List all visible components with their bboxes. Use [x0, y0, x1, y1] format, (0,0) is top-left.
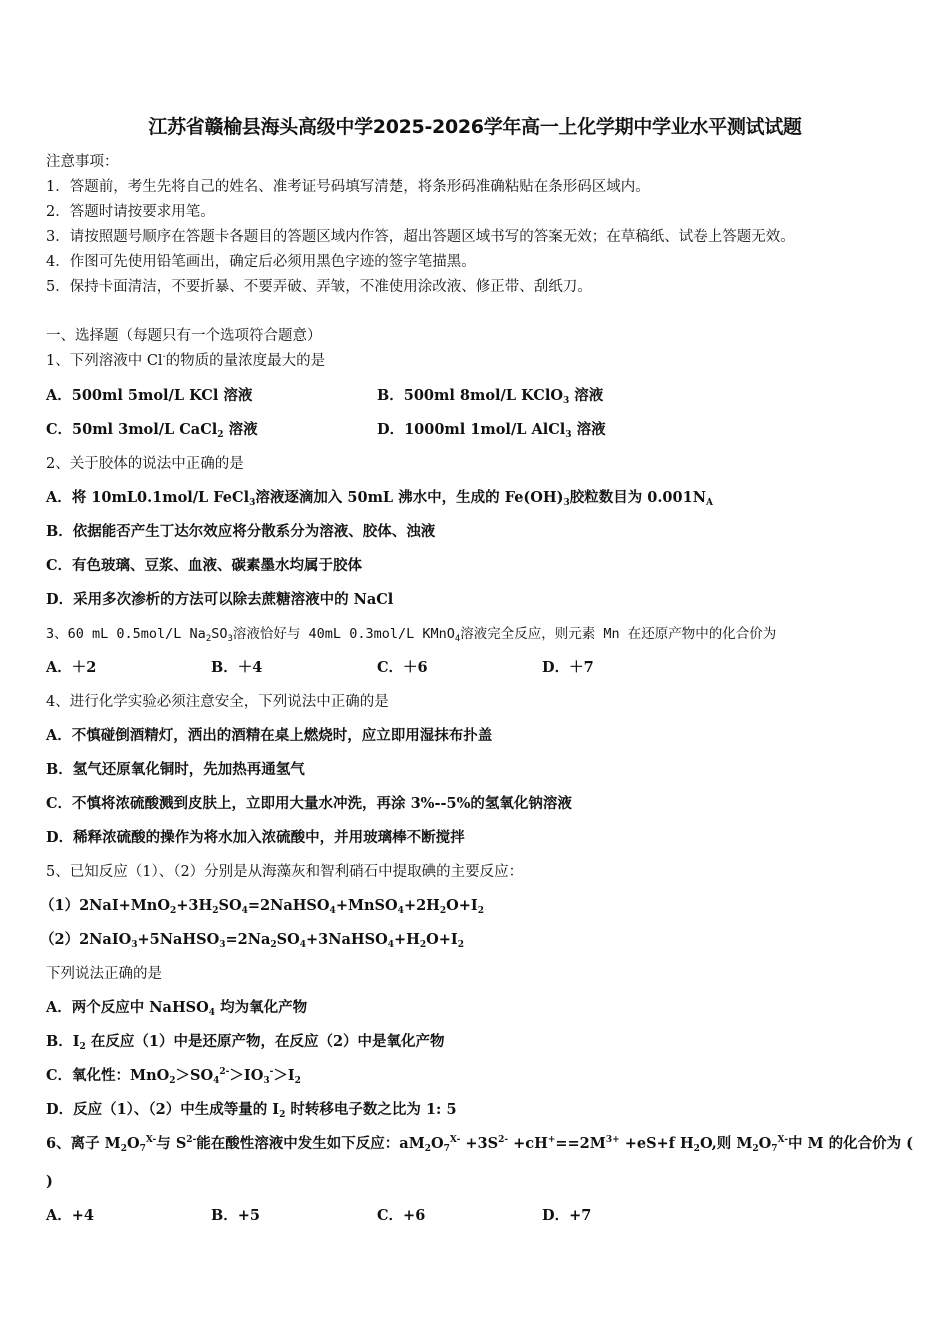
q2-option-b: B．依据能否产生丁达尔效应将分散系分为溶液、胶体、浊液 — [46, 523, 436, 540]
notice-heading: 注意事项： — [46, 154, 119, 170]
q3-option-c: C．＋6 — [377, 659, 428, 676]
q1-option-d: D．1000ml 1mol/L AlCl$_3$ 溶液 — [377, 421, 606, 440]
q1-stem: 1、下列溶液中 Cl-的物质的量浓度最大的是 — [46, 352, 326, 369]
q4-option-c: C．不慎将浓硫酸溅到皮肤上，立即用大量水冲洗，再涂 3%--5%的氢氧化钠溶液 — [46, 795, 572, 812]
q5-reaction-1: $(1)2NaI+MnO_2+3H_2SO_4=2NaHSO_4+MnSO_4+2H_2O+I_2$ — [40, 897, 484, 916]
notice-item-5: 5．保持卡面清洁，不要折暴、不要弄破、弄皱，不准使用涂改液、修正带、刮纸刀。 — [46, 279, 592, 295]
q3-option-b: B．＋4 — [211, 659, 263, 676]
q4-option-b: B．氢气还原氧化铜时，先加热再通氢气 — [46, 761, 305, 778]
page-title: 江苏省赣榆县海头高级中学2025-2026学年高一上化学期中学业水平测试试题 — [148, 116, 802, 138]
q6-option-b: B．+5 — [211, 1207, 260, 1224]
q6-option-a: A．+4 — [46, 1207, 94, 1224]
notice-item-4: 4．作图可先使用铅笔画出，确定后必须用黑色字迹的签字笔描黑。 — [46, 254, 476, 270]
q6-stem: 6、离子 $M_2O_7^{X-}$与 $S^{2-}$能在酸性溶液中发生如下反应：$aM_2O_7^{X-} +3S^{2-} +cH^+==2M^{3+} +eS+f$ $H_2O$,则 $M_2O_7^{X-}$中 M 的化合价为 ( — [46, 1135, 914, 1154]
q5-option-d: D．反应（1）、（2）中生成等量的 $I_2$ 时转移电子数之比为 1: 5 — [46, 1101, 457, 1120]
q5-stem: 5、已知反应（1）、（2）分别是从海藻灰和智利硝石中提取碘的主要反应： — [46, 864, 524, 880]
q5-option-a: A．两个反应中 NaHSO$_4$ 均为氧化产物 — [46, 999, 308, 1018]
q2-option-c: C．有色玻璃、豆浆、血液、碳素墨水均属于胶体 — [46, 557, 363, 574]
q3-option-d: D．＋7 — [542, 659, 594, 676]
q6-option-c: C．+6 — [377, 1207, 426, 1224]
q4-stem: 4、进行化学实验必须注意安全，下列说法中正确的是 — [46, 694, 389, 710]
q2-option-a: A．将 10mL0.1mol/L FeCl$_3$溶液逐滴加入 50mL 沸水中，生成的 $Fe(OH)_3$胶粒数目为 $0.001N_A$ — [46, 489, 713, 508]
q5-option-b: B．$I_2$ 在反应（1）中是还原产物，在反应（2）中是氧化产物 — [46, 1033, 445, 1052]
q4-option-a: A．不慎碰倒酒精灯，洒出的酒精在桌上燃烧时，应立即用湿抹布扑盖 — [46, 727, 493, 744]
q6-stem-end: ) — [46, 1173, 53, 1190]
q6-option-d: D．+7 — [542, 1207, 592, 1224]
q5-option-c: C．氧化性：$MnO_2>SO_4^{2-}>IO_3^->I_2$ — [46, 1067, 301, 1086]
q2-option-d: D．采用多次渗析的方法可以除去蔗糖溶液中的 NaCl — [46, 591, 394, 608]
section-heading: 一、选择题（每题只有一个选项符合题意） — [46, 328, 322, 344]
q5-reaction-2: $(2)2NaIO_3+5NaHSO_3=2Na_2SO_4+3NaHSO_4+H_2O+I_2$ — [40, 931, 464, 950]
q2-stem: 2、关于胶体的说法中正确的是 — [46, 456, 244, 472]
q3-option-a: A．＋2 — [46, 659, 97, 676]
q1-option-b: B．500ml 8mol/L KClO$_3$ 溶液 — [377, 387, 604, 406]
q5-prompt: 下列说法正确的是 — [46, 966, 162, 982]
q4-option-d: D．稀释浓硫酸的操作为将水加入浓硫酸中，并用玻璃棒不断搅拌 — [46, 829, 465, 846]
q1-option-c: C．50ml 3mol/L CaCl$_2$ 溶液 — [46, 421, 258, 440]
q3-stem: 3、60 mL 0.5mol/L $Na_2SO_3$溶液恰好与 40mL 0.3mol/L KMnO$_4$溶液完全反应，则元素 Mn 在还原产物中的化合价为 — [46, 626, 777, 644]
q1-option-a: A．500ml 5mol/L KCl 溶液 — [46, 387, 253, 404]
notice-item-2: 2．答题时请按要求用笔。 — [46, 204, 215, 220]
notice-item-1: 1．答题前，考生先将自己的姓名、准考证号码填写清楚，将条形码准确粘贴在条形码区域内。 — [46, 179, 650, 195]
notice-item-3: 3．请按照题号顺序在答题卡各题目的答题区域内作答，超出答题区域书写的答案无效；在草稿纸、试卷上答题无效。 — [46, 229, 795, 245]
